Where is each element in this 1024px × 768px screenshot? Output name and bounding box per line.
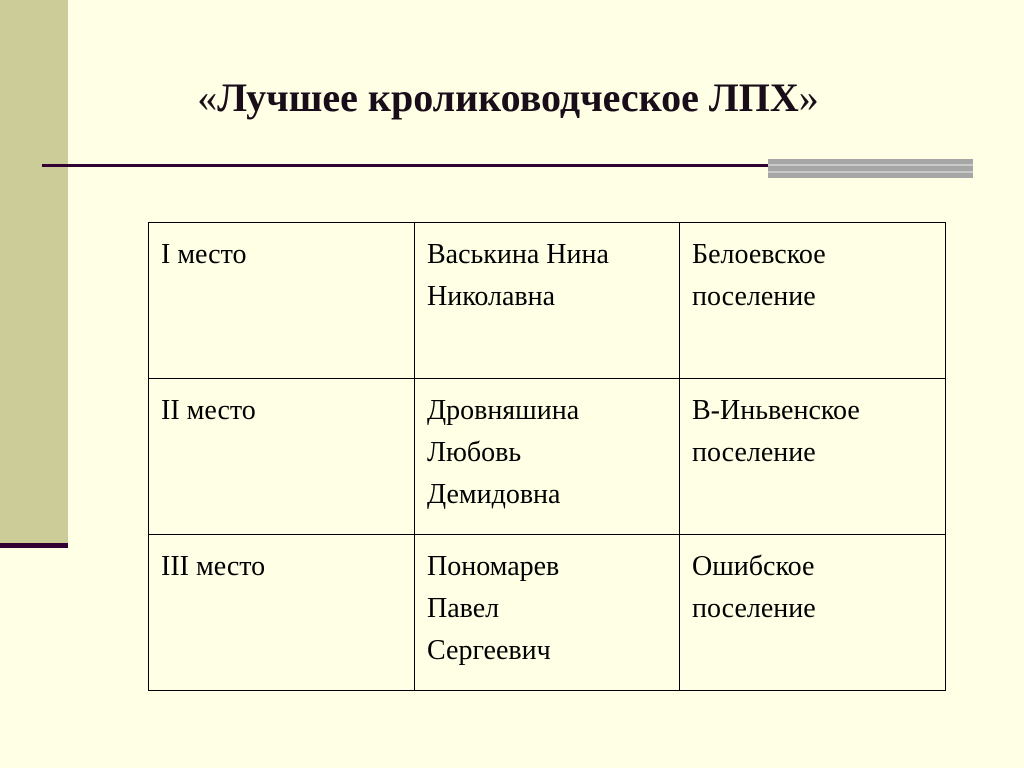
name-line: Сергеевич (427, 635, 551, 666)
settlement-cell (680, 223, 946, 379)
title-close-quote: » (798, 75, 819, 120)
place-cell (149, 223, 415, 379)
title-text: Лучшее кролиководческое ЛПХ (217, 75, 799, 120)
name-line: Пономарев (427, 551, 560, 582)
place-text: III место (161, 551, 266, 582)
place-text: II место (161, 395, 256, 426)
settlement-line: поселение (692, 281, 816, 312)
settlement-line: Ошибское (692, 551, 815, 582)
name-cell (415, 223, 680, 379)
results-table (148, 222, 946, 691)
settlement-cell (680, 379, 946, 535)
left-decor-rule (0, 543, 68, 548)
settlement-line: поселение (692, 437, 816, 468)
title-divider-bar (768, 159, 973, 178)
name-line: Васькина Нина (427, 239, 609, 270)
settlement-cell (680, 535, 946, 691)
table-row (149, 535, 946, 691)
settlement-line: В-Иньвенское (692, 395, 860, 426)
name-cell (415, 379, 680, 535)
name-line: Павел (427, 593, 500, 624)
name-line: Любовь (427, 437, 522, 468)
table-row (149, 379, 946, 535)
place-cell (149, 379, 415, 535)
slide-title (68, 70, 948, 126)
left-decor-band (0, 0, 68, 545)
name-cell (415, 535, 680, 691)
place-cell (149, 535, 415, 691)
place-text: I место (161, 239, 247, 270)
table-row (149, 223, 946, 379)
settlement-line: поселение (692, 593, 816, 624)
name-line: Демидовна (427, 479, 561, 510)
name-line: Дровняшина (427, 395, 580, 426)
name-line: Николавна (427, 281, 556, 312)
settlement-line: Белоевское (692, 239, 826, 270)
title-open-quote: « (197, 75, 218, 120)
